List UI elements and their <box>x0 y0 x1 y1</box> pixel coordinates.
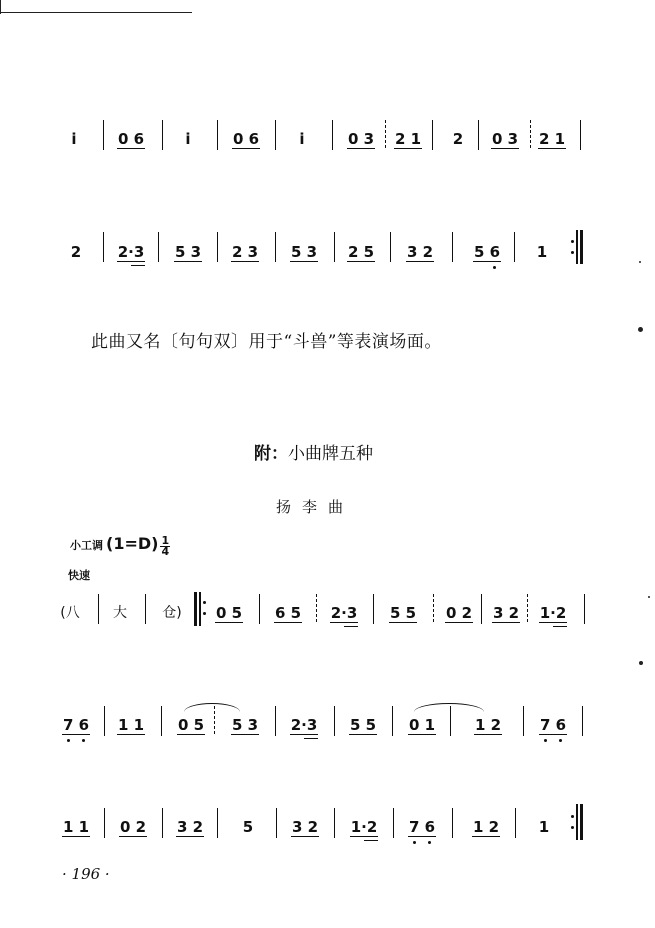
tempo-marking: 快速 <box>68 569 90 582</box>
note: 5 3 <box>290 243 318 261</box>
note: 0 3 <box>347 130 375 148</box>
final-barline-thick <box>580 804 583 840</box>
final-barline-thin <box>576 230 578 264</box>
barline <box>332 120 333 150</box>
underline <box>553 626 567 627</box>
underline <box>330 622 358 623</box>
note: 2 5 <box>347 243 375 261</box>
repeat-dot <box>571 240 574 243</box>
underline <box>231 734 259 735</box>
underline <box>347 148 375 149</box>
percussion-syllable: 大 <box>113 605 127 621</box>
note: 1 <box>536 243 548 261</box>
note: 1 1 <box>117 716 145 734</box>
note: 1 <box>538 818 550 836</box>
lower-octave-dot <box>544 739 547 742</box>
underline <box>117 734 145 735</box>
barline <box>582 706 583 736</box>
slur <box>414 703 484 712</box>
barline <box>452 232 453 262</box>
repeat-dot <box>203 601 206 604</box>
note: i <box>71 130 77 148</box>
note: 2 <box>70 243 82 261</box>
note: 2·3 <box>290 716 318 734</box>
underline <box>231 261 259 262</box>
note: i <box>299 130 305 148</box>
section-title: 小曲牌五种 <box>288 444 373 464</box>
note: 5 5 <box>349 716 377 734</box>
barline <box>98 594 99 624</box>
barline <box>259 594 260 624</box>
barline <box>217 120 218 150</box>
underline <box>304 738 318 739</box>
note: 7 6 <box>539 716 567 734</box>
underline <box>117 148 145 149</box>
barline <box>161 706 162 736</box>
barline <box>514 232 515 262</box>
note: i <box>185 130 191 148</box>
note: 5 <box>242 818 254 836</box>
barline-dashed <box>433 594 434 624</box>
underline <box>408 836 436 837</box>
barline <box>393 808 394 838</box>
barline <box>515 808 516 838</box>
barline <box>334 808 335 838</box>
underline <box>406 261 434 262</box>
lower-octave-dot <box>559 739 562 742</box>
note: 0 6 <box>232 130 260 148</box>
barline <box>452 808 453 838</box>
meter-numerator: 1 <box>161 533 170 547</box>
start-repeat-thin <box>199 592 201 626</box>
underline <box>232 148 260 149</box>
key-signature <box>70 534 170 557</box>
underline <box>290 261 318 262</box>
barline <box>334 706 335 736</box>
percussion-syllable: (八 <box>60 605 80 621</box>
repeat-dot <box>203 612 206 615</box>
page-number: · 196 · <box>62 865 110 883</box>
underline <box>174 261 202 262</box>
barline <box>432 120 433 150</box>
barline-dashed <box>527 594 528 624</box>
underline <box>62 734 90 735</box>
lower-octave-dot <box>428 841 431 844</box>
section-heading <box>254 439 373 464</box>
underline <box>539 622 567 623</box>
note: 2 1 <box>394 130 422 148</box>
barline <box>523 706 524 736</box>
note: 2·3 <box>330 604 358 622</box>
final-barline-thick <box>580 230 583 264</box>
note: 1 1 <box>62 818 90 836</box>
note: 5 3 <box>231 716 259 734</box>
note: 0 3 <box>491 130 519 148</box>
note: 0 2 <box>119 818 147 836</box>
underline <box>492 622 520 623</box>
note: 3 2 <box>406 243 434 261</box>
underline <box>177 734 205 735</box>
note-text: 此曲又名〔句句双〕用于“斗兽”等表演场面。 <box>91 332 442 352</box>
underline <box>347 261 375 262</box>
barline <box>275 120 276 150</box>
underline <box>539 734 567 735</box>
underline <box>538 148 566 149</box>
repeat-dot <box>571 251 574 254</box>
barline <box>392 706 393 736</box>
barline <box>450 706 451 736</box>
key-value: (1=D) <box>106 534 159 553</box>
lower-octave-dot <box>413 841 416 844</box>
note: 2 1 <box>538 130 566 148</box>
underline <box>389 622 417 623</box>
underline <box>290 734 318 735</box>
underline <box>291 836 319 837</box>
underline <box>408 734 436 735</box>
note: 5 6 <box>473 243 501 261</box>
start-repeat-thick <box>194 592 197 626</box>
slur <box>184 703 240 712</box>
barline-dashed <box>214 706 215 736</box>
underline <box>364 840 378 841</box>
note: 6 5 <box>274 604 302 622</box>
note: 0 5 <box>177 716 205 734</box>
underline <box>349 734 377 735</box>
barline <box>478 120 479 150</box>
lower-octave-dot <box>67 739 70 742</box>
lower-octave-dot <box>493 266 496 269</box>
barline <box>275 232 276 262</box>
repeat-dot <box>571 826 574 829</box>
scan-speck <box>648 596 650 598</box>
note: 5 5 <box>389 604 417 622</box>
note: 0 6 <box>117 130 145 148</box>
note: 3 2 <box>176 818 204 836</box>
underline <box>344 626 358 627</box>
underline <box>274 622 302 623</box>
note: 7 6 <box>408 818 436 836</box>
lower-octave-dot <box>82 739 85 742</box>
meter <box>160 533 170 558</box>
scan-speck <box>638 327 643 332</box>
note: 1 2 <box>474 716 502 734</box>
underline <box>62 836 90 837</box>
barline-dashed <box>530 120 531 150</box>
note: 7 6 <box>62 716 90 734</box>
barline <box>103 232 104 262</box>
scan-speck <box>639 661 643 665</box>
meter-denominator: 4 <box>161 544 170 558</box>
song-title: 扬李曲 <box>276 498 355 516</box>
barline <box>145 594 146 624</box>
barline <box>162 808 163 838</box>
note: 1 2 <box>472 818 500 836</box>
repeat-dot <box>571 815 574 818</box>
underline <box>117 261 145 262</box>
barline <box>275 706 276 736</box>
note: 5 3 <box>174 243 202 261</box>
note: 0 2 <box>445 604 473 622</box>
note: 3 2 <box>492 604 520 622</box>
percussion-syllable: 仓) <box>162 605 182 621</box>
barline <box>103 120 104 150</box>
note: 2 <box>452 130 464 148</box>
underline <box>473 261 501 262</box>
barline <box>104 706 105 736</box>
underline <box>474 734 502 735</box>
underline <box>176 836 204 837</box>
note: 1·2 <box>539 604 567 622</box>
barline <box>104 808 105 838</box>
barline <box>217 232 218 262</box>
section-lead: 附： <box>254 444 288 464</box>
barline <box>162 120 163 150</box>
barline <box>580 120 581 150</box>
barline <box>276 808 277 838</box>
underline <box>394 148 422 149</box>
barline <box>481 594 482 624</box>
note: 1·2 <box>350 818 378 836</box>
underline <box>215 622 243 623</box>
underline <box>472 836 500 837</box>
underline <box>350 836 378 837</box>
final-barline-thin <box>576 804 578 840</box>
barline <box>217 808 218 838</box>
barline-dashed <box>316 594 317 624</box>
barline <box>390 232 391 262</box>
note: 0 1 <box>408 716 436 734</box>
barline-dashed <box>385 120 386 150</box>
barline <box>334 232 335 262</box>
key-label: 小工调 <box>70 539 103 552</box>
note: 2·3 <box>117 243 145 261</box>
scan-speck <box>639 261 641 263</box>
note: 2 3 <box>231 243 259 261</box>
note: 0 5 <box>215 604 243 622</box>
barline <box>584 594 585 624</box>
barline <box>373 594 374 624</box>
barline <box>158 232 159 262</box>
underline <box>119 836 147 837</box>
underline <box>491 148 519 149</box>
underline <box>131 265 145 266</box>
note: 3 2 <box>291 818 319 836</box>
underline <box>445 622 473 623</box>
